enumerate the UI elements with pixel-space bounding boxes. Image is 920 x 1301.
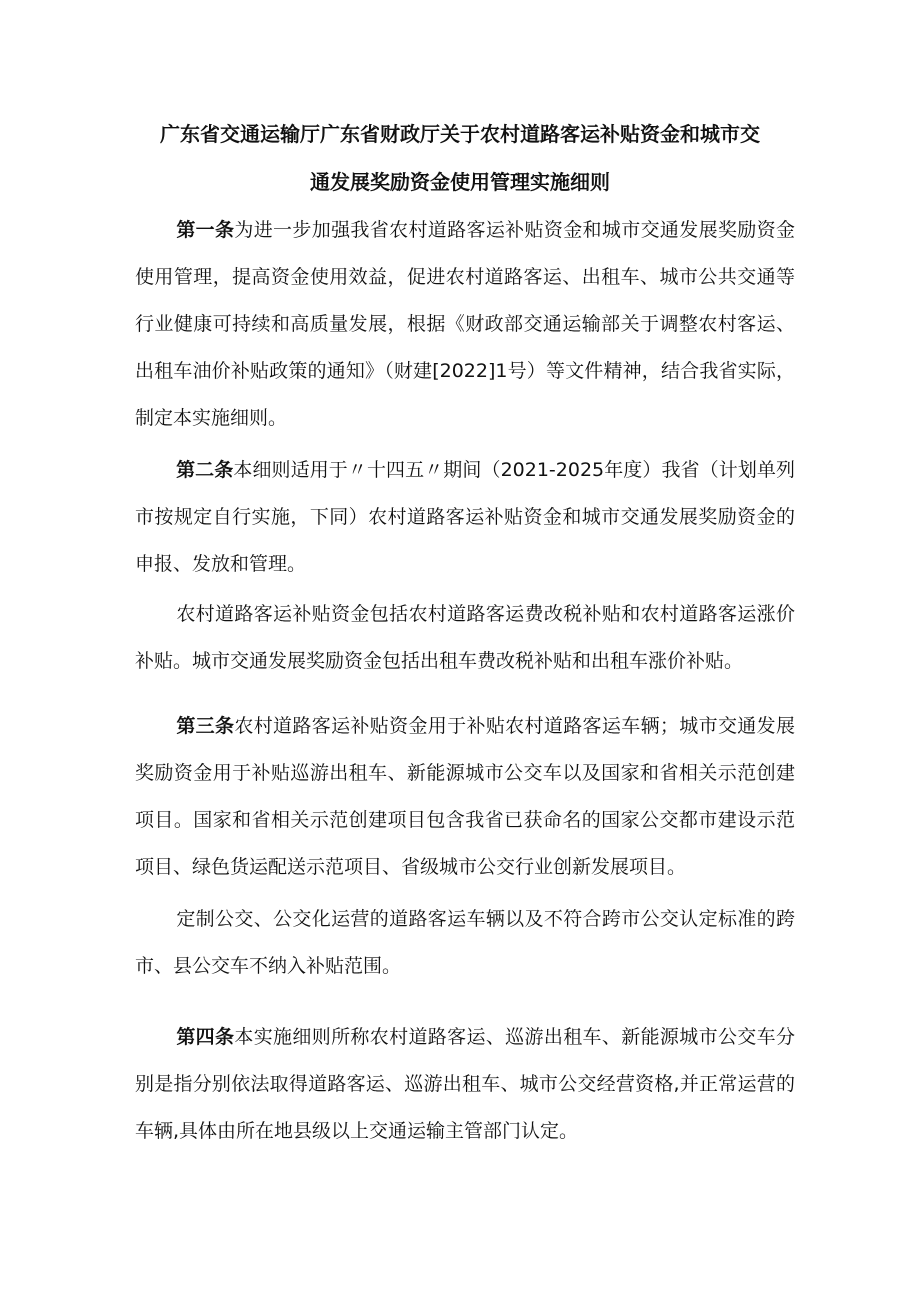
article-3-paragraph — [135, 703, 795, 891]
article-2-text: 本细则适用于〃十四五〃期间（2021-2025年度）我省（计划单列市按规定自行实施，下同）农村道路客运补贴资金和城市交通发展奖励资金的申报、发放和管理。 — [135, 459, 795, 575]
article-4-heading: 第四条 — [176, 1026, 235, 1048]
document-title-line1: 广东省交通运输厅广东省财政厅关于农村道路客运补贴资金和城市交 — [160, 122, 760, 146]
article-3-sub-text: 定制公交、公交化运营的道路客运车辆以及不符合跨市公交认定标准的跨市、县公交车不纳入补贴范围。 — [135, 908, 795, 977]
article-2-heading: 第二条 — [176, 459, 234, 481]
article-2-sub-text: 农村道路客运补贴资金包括农村道路客运费改税补贴和农村道路客运涨价补贴。城市交通发展奖励资金包括出租车费改税补贴和出租车涨价补贴。 — [135, 603, 795, 672]
article-3-text: 农村道路客运补贴资金用于补贴农村道路客运车辆；城市交通发展奖励资金用于补贴巡游出租车、新能源城市公交车以及国家和省相关示范创建项目。国家和省相关示范创建项目包含我省已获命名的国家公交都市建设示范项目、绿色货运配送示范项目、省级城市公交行业创新发展项目。 — [135, 715, 795, 878]
article-3-heading: 第三条 — [176, 715, 235, 737]
article-4-paragraph — [135, 1014, 795, 1155]
article-3-subparagraph — [135, 896, 795, 990]
document-title-line2: 通发展奖励资金使用管理实施细则 — [310, 170, 610, 194]
article-1-heading: 第一条 — [176, 219, 235, 241]
article-2-subparagraph — [135, 591, 795, 685]
article-4-text: 本实施细则所称农村道路客运、巡游出租车、新能源城市公交车分别是指分别依法取得道路客运、巡游出租车、城市公交经营资格,并正常运营的车辆,具体由所在地县级以上交通运输主管部门认定。 — [135, 1026, 795, 1142]
article-1-text: 为进一步加强我省农村道路客运补贴资金和城市交通发展奖励资金使用管理，提高资金使用效益，促进农村道路客运、出租车、城市公共交通等行业健康可持续和高质量发展，根据《财政部交通运输部关于调整农村客运、出租车油价补贴政策的通知》（财建[2022]1号）等文件精神，结合我省实际，制定本实施细则。 — [135, 219, 795, 429]
article-2-paragraph — [135, 447, 795, 588]
article-1-paragraph — [135, 207, 795, 442]
